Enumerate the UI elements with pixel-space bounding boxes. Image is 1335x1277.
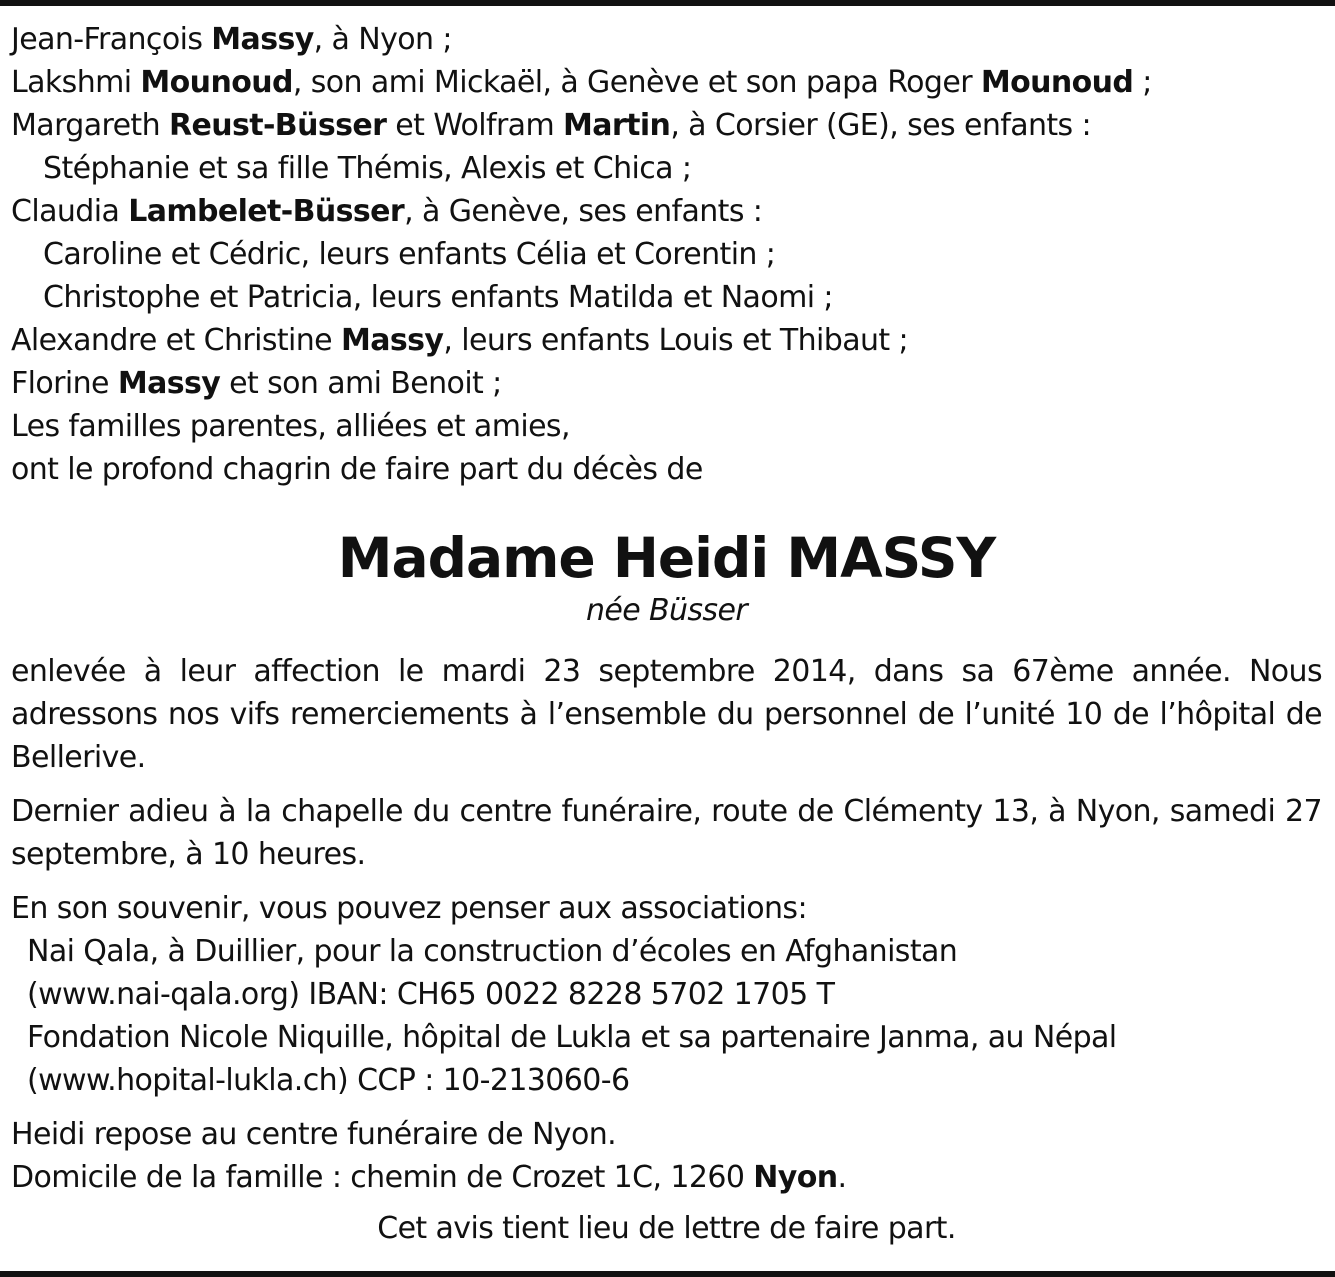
associations-intro: En son souvenir, vous pouvez penser aux associations:	[11, 891, 807, 926]
associations-block	[11, 887, 1322, 1102]
notice-content	[11, 18, 1322, 1250]
deceased-name: Madame Heidi MASSY	[337, 526, 996, 590]
association-line: Fondation Nicole Niquille, hôpital de Lukla et sa partenaire Janma, au Népal	[27, 1020, 1117, 1055]
family-subline: Stéphanie et sa fille Thémis, Alexis et Chica ;	[43, 151, 692, 186]
death-paragraph: enlevée à leur affection le mardi 23 septembre 2014, dans sa 67ème année. Nous adressons nos vifs remerciements à l’ensemble du personnel de l’unité 10 de l’hôpital de Bellerive.	[11, 654, 1322, 775]
maiden-name: née Büsser	[585, 593, 748, 628]
surname: Mounoud	[140, 65, 293, 100]
family-line: Lakshmi Mounoud, son ami Mickaël, à Genève et son papa Roger Mounoud ;	[11, 65, 1152, 100]
family-line: Les familles parentes, alliées et amies,	[11, 409, 570, 444]
surname: Massy	[340, 323, 444, 358]
address-line: Domicile de la famille : chemin de Crozet 1C, 1260 Nyon.	[11, 1160, 847, 1195]
family-line: Margareth Reust-Büsser et Wolfram Martin, à Corsier (GE), ses enfants :	[11, 108, 1092, 143]
family-line: Florine Massy et son ami Benoit ;	[11, 366, 502, 401]
family-line: Jean-François Massy, à Nyon ;	[11, 22, 452, 57]
family-list	[11, 18, 1322, 491]
surname: Massy	[117, 366, 221, 401]
closing-note: Cet avis tient lieu de lettre de faire part.	[377, 1211, 956, 1246]
surname: Massy	[211, 22, 314, 57]
family-subline: Caroline et Cédric, leurs enfants Célia et Corentin ;	[43, 237, 776, 272]
city: Nyon	[753, 1160, 838, 1195]
rest-line: Heidi repose au centre funéraire de Nyon.	[11, 1117, 617, 1152]
association-line: Nai Qala, à Duillier, pour la construction d’écoles en Afghanistan	[27, 934, 958, 969]
surname: Lambelet-Büsser	[128, 194, 405, 229]
family-line: Alexandre et Christine Massy, leurs enfants Louis et Thibaut ;	[11, 323, 909, 358]
surname: Martin	[563, 108, 671, 143]
family-subline: Christophe et Patricia, leurs enfants Matilda et Naomi ;	[43, 280, 833, 315]
rest-block	[11, 1113, 1322, 1199]
association-line: (www.hopital-lukla.ch) CCP : 10-213060-6	[27, 1063, 630, 1098]
family-line: Claudia Lambelet-Büsser, à Genève, ses enfants :	[11, 194, 763, 229]
surname: Mounoud	[980, 65, 1134, 100]
farewell-paragraph: Dernier adieu à la chapelle du centre funéraire, route de Clémenty 13, à Nyon, samedi 27 septembre, à 10 heures.	[11, 794, 1322, 872]
surname: Reust-Büsser	[168, 108, 387, 143]
association-line: (www.nai-qala.org) IBAN: CH65 0022 8228 5702 1705 T	[27, 977, 835, 1012]
announcement-line: ont le profond chagrin de faire part du décès de	[11, 452, 703, 487]
